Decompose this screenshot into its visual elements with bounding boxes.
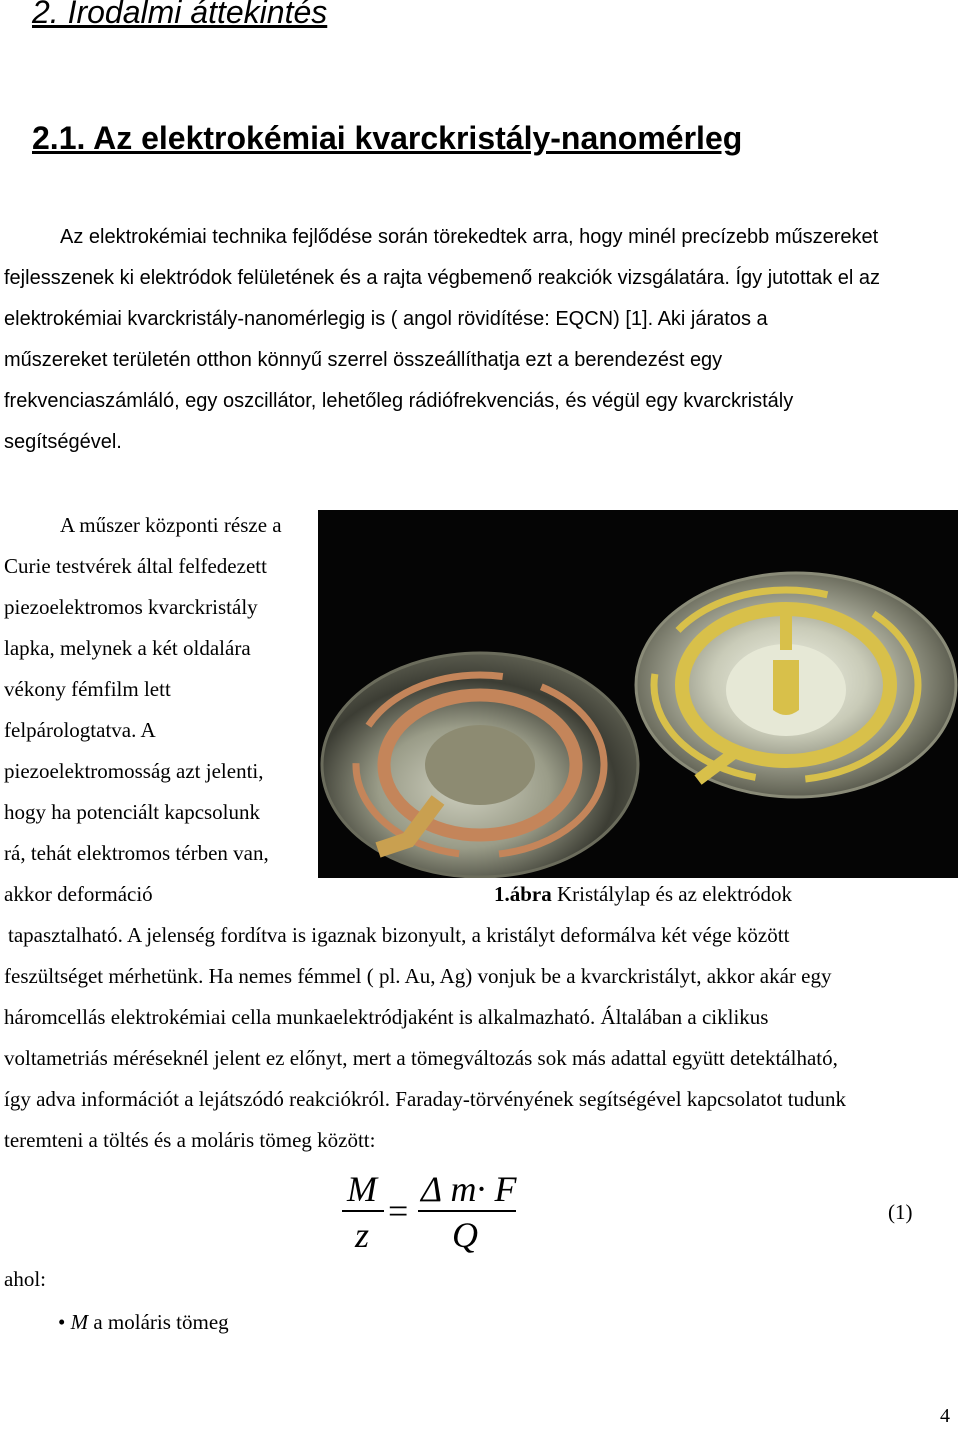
section-heading: 2. Irodalmi áttekintés (32, 0, 328, 30)
bullet-marker: • (58, 1310, 66, 1334)
equation-lhs-fraction-bar (342, 1210, 384, 1212)
bullet-symbol: M (70, 1310, 89, 1334)
subsection-heading: 2.1. Az elektrokémiai kvarckristály-nanomérleg (32, 120, 743, 156)
equation-number: (1) (888, 1200, 913, 1224)
page-number: 4 (940, 1405, 950, 1427)
intro-line: elektrokémiai kvarckristály-nanomérlegig is ( angol rövidítése: EQCN) [1]. Aki járatos a (4, 308, 768, 330)
figure-caption-text: Kristálylap és az elektródok (551, 882, 792, 906)
figure-caption (494, 882, 792, 907)
side-line: lapka, melynek a két oldalára (4, 636, 251, 660)
side-line: rá, tehát elektromos térben van, (4, 841, 269, 865)
equation-equals: = (388, 1191, 409, 1231)
body-line: háromcellás elektrokémiai cella munkaelektródjaként is alkalmazható. Általában a ciklikus (4, 1005, 769, 1029)
figure-number: 1.ábra (494, 882, 552, 906)
side-line: A műszer központi része a (60, 513, 282, 537)
bullet-item (58, 1310, 229, 1335)
side-line: hogy ha potenciált kapcsolunk (4, 800, 261, 824)
intro-line: Az elektrokémiai technika fejlődése során törekedtek arra, hogy minél precízebb műszereket (60, 226, 879, 248)
equation-rhs-numerator: Δ m· F (421, 1169, 517, 1209)
body-line: teremteni a töltés és a moláris tömeg között: (4, 1128, 376, 1152)
equation-rhs-denominator: Q (452, 1215, 478, 1255)
where-label: ahol: (4, 1267, 46, 1291)
side-line: akkor deformáció (4, 882, 153, 906)
intro-line: frekvenciaszámláló, egy oszcillátor, lehetőleg rádiófrekvenciás, és végül egy kvarckristály (4, 390, 794, 412)
intro-line: műszereket területén otthon könnyű szerrel összeállíthatja ezt a berendezést egy (4, 349, 723, 371)
body-line: tapasztalható. A jelenség fordítva is igaznak bizonyult, a kristályt deformálva két vége között (8, 923, 790, 947)
intro-line: fejlesszenek ki elektródok felületének és a rajta végbemenő reakciók vizsgálatára. Így jutottak el az (4, 267, 881, 289)
intro-line: segítségével. (4, 431, 122, 453)
side-line: piezoelektromosság azt jelenti, (4, 759, 264, 783)
side-line: piezoelektromos kvarckristály (4, 595, 258, 619)
side-line: Curie testvérek által felfedezett (4, 554, 267, 578)
equation-rhs-fraction-bar (418, 1210, 516, 1212)
equation-lhs-numerator: M (347, 1169, 377, 1209)
side-line: felpárologtatva. A (4, 718, 156, 742)
side-line: vékony fémfilm lett (4, 677, 171, 701)
bullet-text: a moláris tömeg (88, 1310, 229, 1334)
equation-lhs-denominator: z (355, 1215, 370, 1255)
crystal-photo (318, 510, 958, 878)
body-line: így adva információt a lejátszódó reakciókról. Faraday-törvényének segítségével kapcsolatot tudunk (4, 1087, 847, 1111)
body-line: feszültséget mérhetünk. Ha nemes fémmel ( pl. Au, Ag) vonjuk be a kvarckristályt, akkor akár egy (4, 964, 832, 988)
body-line: voltametriás méréseknél jelent ez előnyt, mert a tömegváltozás sok más adattal együtt detektálható, (4, 1046, 838, 1070)
